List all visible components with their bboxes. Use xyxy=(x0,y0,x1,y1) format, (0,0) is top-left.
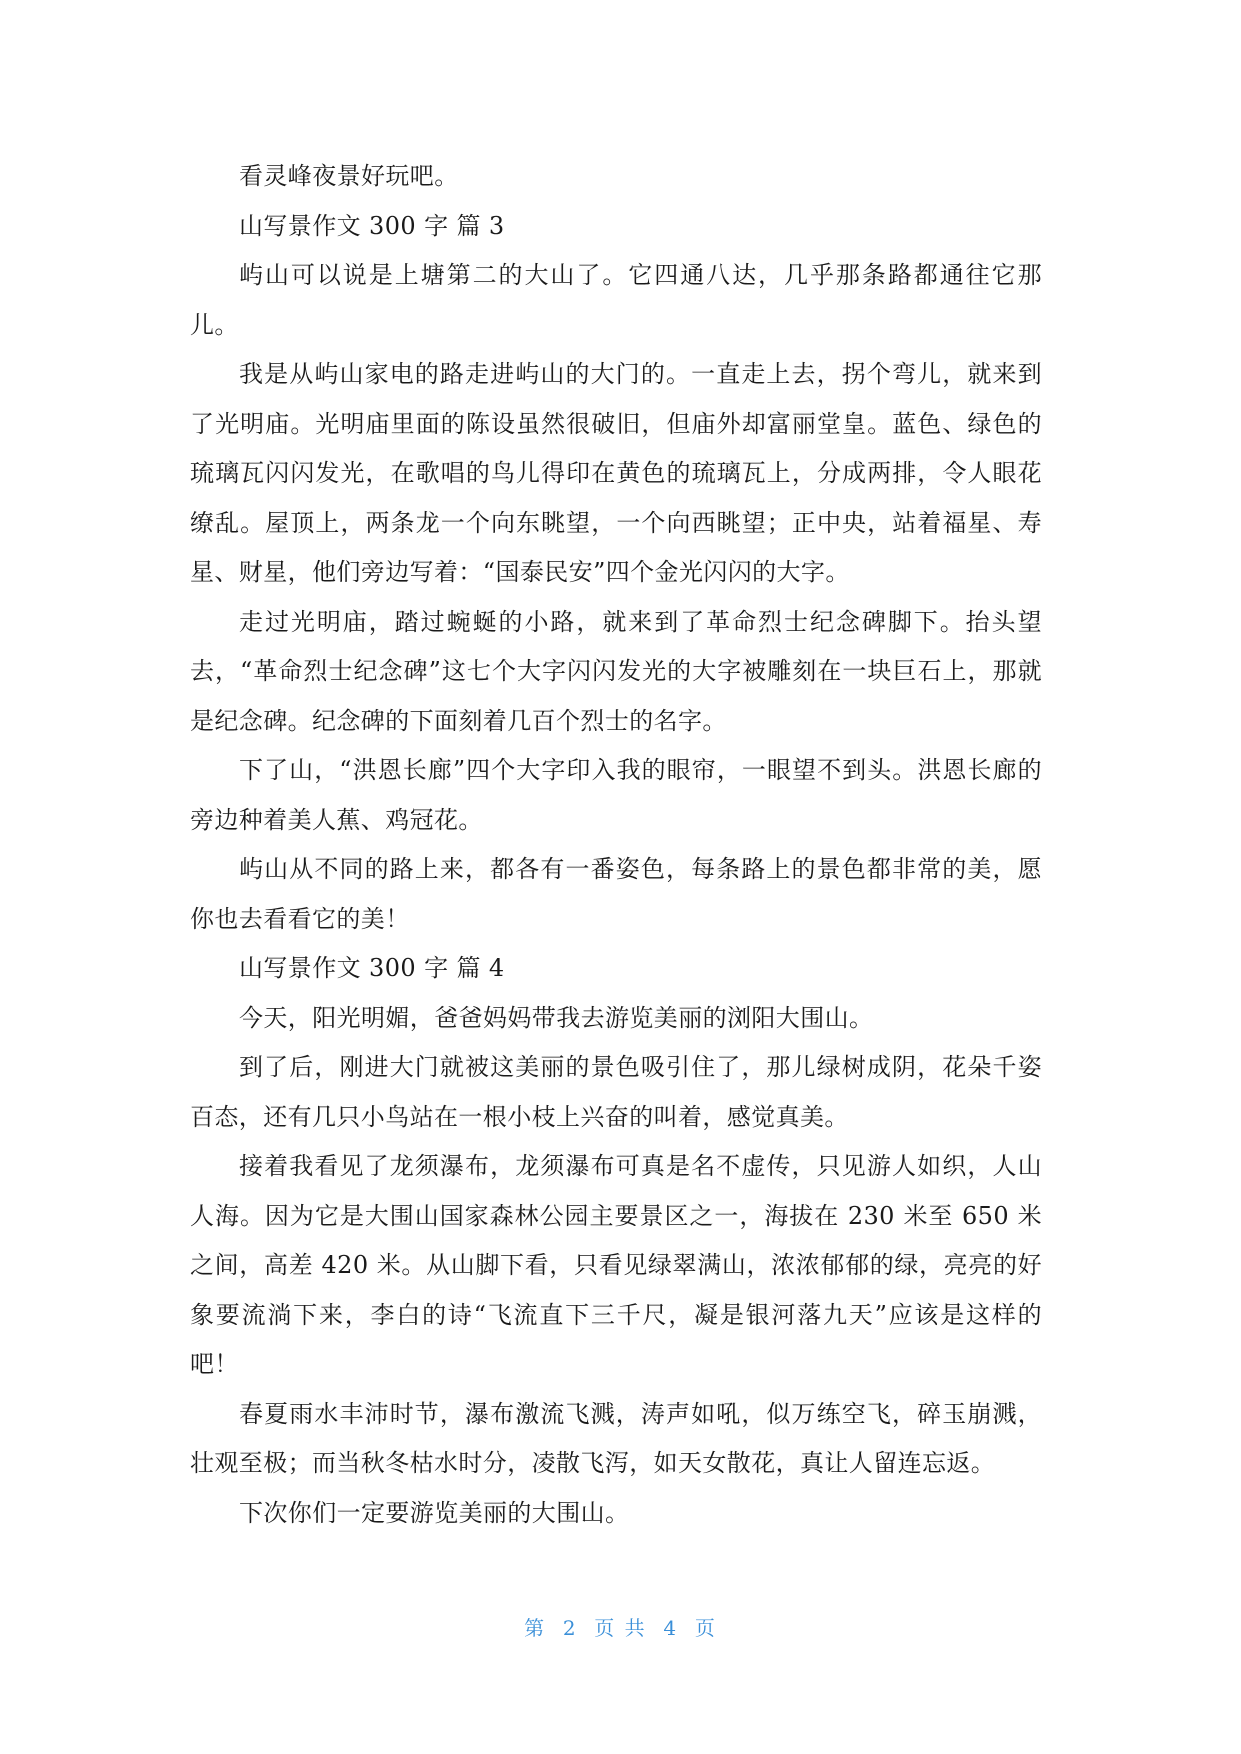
page-number-label: 第 2 页 共 4 页 xyxy=(524,1616,717,1640)
paragraph: 春夏雨水丰沛时节，瀑布激流飞溅，涛声如吼，似万练空飞，碎玉崩溅，壮观至极；而当秋冬枯水时分，凌散飞泻，如天女散花，真让人留连忘返。 xyxy=(190,1399,1042,1477)
paragraph: 看灵峰夜景好玩吧。 xyxy=(239,162,459,190)
paragraph: 屿山从不同的路上来，都各有一番姿色，每条路上的景色都非常的美，愿你也去看看它的美！ xyxy=(190,855,1042,933)
paragraph: 屿山可以说是上塘第二的大山了。它四通八达，几乎那条路都通往它那儿。 xyxy=(190,261,1042,339)
paragraph: 我是从屿山家电的路走进屿山的大门的。一直走上去，拐个弯儿，就来到了光明庙。光明庙里面的陈设虽然很破旧，但庙外却富丽堂皇。蓝色、绿色的琉璃瓦闪闪发光，在歌唱的鸟儿得印在黄色的琉璃瓦上，分成两排，令人眼花缭乱。屋顶上，两条龙一个向东眺望，一个向西眺望；正中央，站着福星、寿星、财星，他们旁边写着：“国泰民安”四个金光闪闪的大字。 xyxy=(190,360,1042,586)
paragraph: 下次你们一定要游览美丽的大围山。 xyxy=(239,1498,630,1527)
section-heading: 山写景作文 300 字 篇 4 xyxy=(239,954,505,982)
page-footer xyxy=(0,1612,1241,1641)
paragraph: 走过光明庙，踏过蜿蜒的小路，就来到了革命烈士纪念碑脚下。抬头望去，“革命烈士纪念碑”这七个大字闪闪发光的大字被雕刻在一块巨石上，那就是纪念碑。纪念碑的下面刻着几百个烈士的名字。 xyxy=(190,607,1042,735)
document-body xyxy=(190,152,1042,1538)
paragraph: 到了后，刚进大门就被这美丽的景色吸引住了，那儿绿树成阴，花朵千姿百态，还有几只小鸟站在一根小枝上兴奋的叫着，感觉真美。 xyxy=(190,1053,1042,1131)
paragraph: 下了山，“洪恩长廊”四个大字印入我的眼帘，一眼望不到头。洪恩长廊的旁边种着美人蕉、鸡冠花。 xyxy=(190,756,1042,834)
section-heading: 山写景作文 300 字 篇 3 xyxy=(239,211,505,240)
paragraph: 今天，阳光明媚，爸爸妈妈带我去游览美丽的浏阳大围山。 xyxy=(239,1003,874,1032)
paragraph: 接着我看见了龙须瀑布，龙须瀑布可真是名不虚传，只见游人如织，人山人海。因为它是大围山国家森林公园主要景区之一，海拔在 230 米至 650 米之间，高差 420 米。从山脚下看，只看见绿翠满山，浓浓郁郁的绿，亮亮的好象要流淌下来，李白的诗“飞流直下三千尺，凝是银河落九天”应该是这样的吧！ xyxy=(190,1152,1042,1378)
